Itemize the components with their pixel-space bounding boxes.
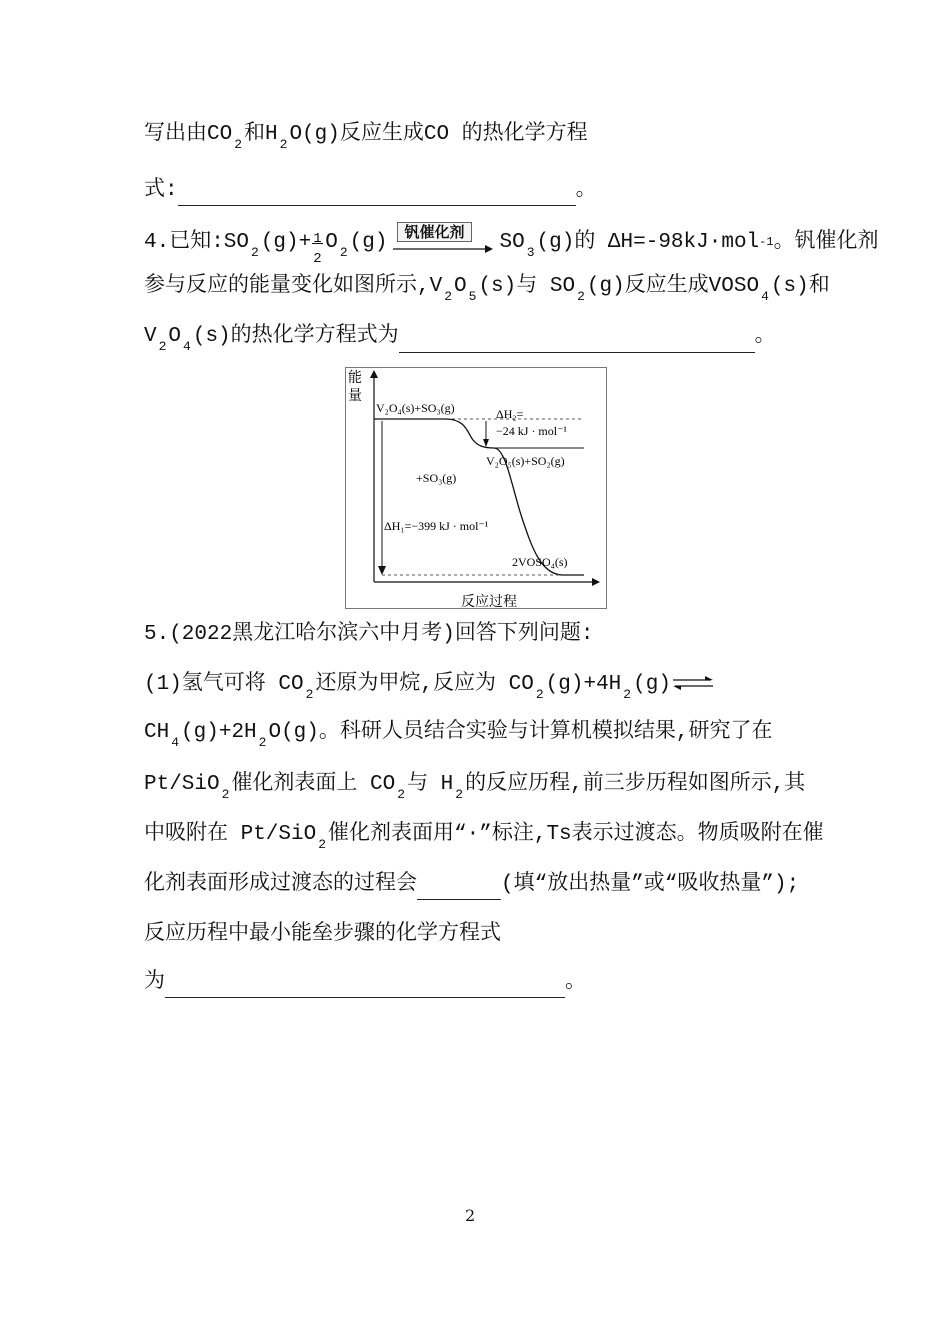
y-axis-arrow-icon — [370, 370, 378, 378]
answer-blank-q5-equation[interactable] — [165, 975, 565, 998]
fraction-one-half: 1 2 — [313, 231, 322, 267]
top-species-label: V₂O₄(s)+SO₃(g) — [376, 401, 455, 415]
catalyst-arrow: 钒催化剂 — [393, 228, 493, 258]
y-label-1: 能 — [348, 371, 362, 386]
q4-line-2: 参与反应的能量变化如图所示,V $_2$O $_5$(s)与 SO $_2$(g)反应生成VOSO $_4$(s)和 — [144, 275, 830, 304]
q5-line-1: (1)氢气可将 CO $_2$还原为甲烷,反应为 CO $_2$(g)+4H $_2$(g) — [144, 670, 713, 701]
dh2-arrow-icon — [483, 439, 489, 447]
q5-line-3: Pt/SiO $_2$催化剂表面上 CO $_2$与 H $_2$的反应历程,前三步历程如图所示,其 — [144, 773, 806, 802]
answer-blank-q3[interactable] — [178, 183, 576, 206]
plus-so3-label: +SO₃(g) — [416, 471, 457, 485]
q5-line-4: 中吸附在 Pt/SiO $_2$催化剂表面用“·”标注,Ts表示过渡态。物质吸附在催 — [144, 823, 824, 852]
x-label: 反应过程 — [461, 595, 517, 608]
right-arrow-icon — [393, 244, 493, 254]
bottom-species-label: 2VOSO₄(s) — [512, 555, 568, 569]
q3-line-1: 写出由CO $_2$和H $_2$O(g)反应生成CO 的热化学方程 — [144, 123, 588, 152]
page-number: 2 — [465, 1206, 476, 1225]
y-label-2: 量 — [348, 389, 362, 404]
q4-line-3: V $_2$O $_4$(s)的热化学方程式为 。 — [144, 325, 776, 354]
answer-blank-q5-heat[interactable] — [417, 877, 501, 900]
dh2-label-b: −24 kJ · mol⁻¹ — [496, 424, 568, 438]
equilibrium-arrow-icon — [673, 676, 713, 690]
q4-line-1: 4.已知:SO $_2$(g)+ 1 2 O $_2$(g) 钒催化剂 SO $_3$(g)的 ΔH=-98kJ·mol-1。钒催化剂 — [144, 223, 879, 267]
q5-line-6: 反应历程中最小能垒步骤的化学方程式 — [144, 923, 501, 946]
mid-species-label: V₂O₅(s)+SO₂(g) — [486, 454, 565, 468]
dh2-label-a: ΔH₂= — [496, 407, 524, 421]
q3-line-2: 式: 。 — [144, 176, 597, 206]
q5-line-7: 为 。 — [144, 968, 586, 998]
x-axis-arrow-icon — [592, 578, 600, 586]
reaction-curve — [446, 419, 584, 575]
q5-title: 5.(2022黑龙江哈尔滨六中月考)回答下列问题: — [144, 623, 594, 646]
energy-diagram — [345, 367, 607, 609]
q5-line-5: 化剂表面形成过渡态的过程会 (填“放出热量”或“吸收热量”); — [144, 870, 799, 900]
dh1-label: ΔH₁=−399 kJ · mol⁻¹ — [384, 519, 489, 533]
answer-blank-q4[interactable] — [399, 330, 755, 353]
dh1-arrow-icon — [378, 566, 386, 575]
q5-line-2: CH $_4$(g)+2H $_2$O(g)。科研人员结合实验与计算机模拟结果,研究了在 — [144, 721, 773, 750]
